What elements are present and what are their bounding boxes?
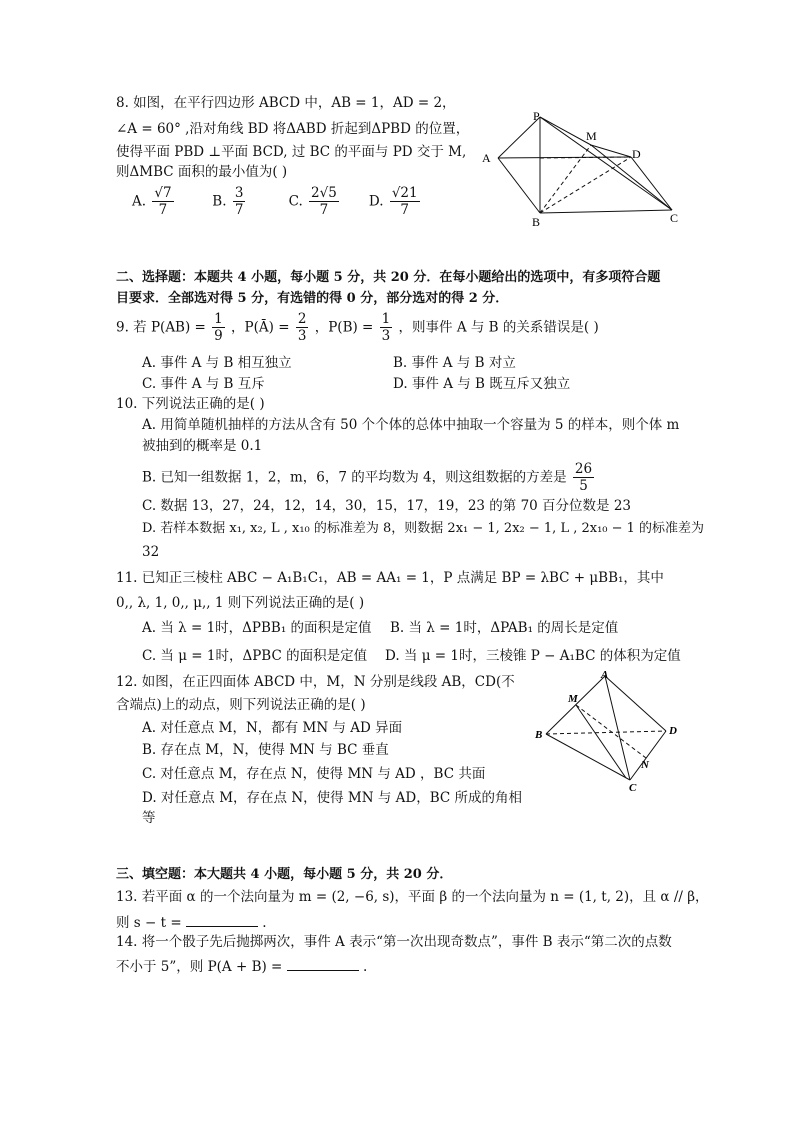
q8-fig-label-c: C [670,211,679,225]
q8-line3: 使得平面 PBD ⊥平面 BCD, 过 BC 的平面与 PD 交于 M, [116,144,467,160]
q14-answer-blank[interactable] [287,958,359,971]
q8-option-d-fraction: $\frac{√21}{7}$ [391,185,418,218]
q9-frac-1: $\frac{1}{9}$ [214,311,223,344]
q11-line1: 11. 已知正三棱柱 ABC − A₁B₁C₁，AB = AA₁ = 1，P 点满足 BP = λBC + μBB₁，其中 [116,570,664,586]
q9-option-a[interactable]: A. 事件 A 与 B 相互独立 [142,355,292,371]
q8-option-a-fraction: $\frac{√7}{7}$ [154,185,172,218]
q8-fig-label-d: D [632,147,641,161]
q12-fig-label-d: D [669,725,677,737]
q9-option-c[interactable]: C. 事件 A 与 B 互斥 [142,376,265,392]
q10-option-c[interactable]: C. 数据 13，27，24，12，14，30，15，17，19，23 的第 70 百分位数是 23 [142,498,632,514]
q12-option-d[interactable]: D. 对任意点 M，存在点 N，使得 MN 与 AD，BC 所成的角相 [142,790,523,806]
q10-stem: 10. 下列说法正确的是( ) [116,396,265,412]
q8-fig-label-b: B [532,215,541,229]
sec3-title: 三、填空题：本大题共 4 小题，每小题 5 分，共 20 分． [116,867,453,882]
q8-option-b[interactable]: B. $\frac{3}{7}$ [212,185,244,218]
q9-frac-2: $\frac{2}{3}$ [297,311,307,344]
q12-option-a[interactable]: A. 对任意点 M，N，都有 MN 与 AD 异面 [142,720,403,736]
q10-option-d-cont: 32 [142,544,160,560]
q10-option-b-fraction: $\frac{26}{5}$ [574,461,593,494]
q11-option-a[interactable]: A. 当 λ = 1时，ΔPBB₁ 的面积是定值 [142,620,372,636]
q14-line1: 14. 将一个骰子先后抛掷两次，事件 A 表示“第一次出现奇数点”，事件 B 表示“第二次的点数 [116,934,672,950]
q8-option-c-fraction: $\frac{2√5}{7}$ [311,185,337,218]
sec2-line1: 二、选择题：本题共 4 小题，每小题 5 分，共 20 分．在每小题给出的选项中，有多项符合题 [116,270,661,285]
q8-option-c[interactable]: C. $\frac{2√5}{7}$ [288,185,337,218]
q8-line2: ∠A = 60° ,沿对角线 BD 将ΔABD 折起到ΔPBD 的位置， [116,121,470,137]
q9-stem: 9. 若 P(AB) = $\frac{1}{9}$ ，P(Ā) = $\frac{2}{3}$ ，P(B) = $\frac{1}{3}$ ，则事件 A 与 B 的关系错误是( ) [116,311,599,344]
q12-option-c[interactable]: C. 对任意点 M，存在点 N，使得 MN 与 AD ，BC 共面 [142,766,486,782]
q10-option-b[interactable]: B. 已知一组数据 1，2，m，6，7 的平均数为 4，则这组数据的方差是 $\frac{26}{5}$ [142,461,593,494]
q12-option-b[interactable]: B. 存在点 M，N，使得 MN 与 BC 垂直 [142,742,389,758]
q12-fig-label-m: M [568,693,578,705]
q9-option-d[interactable]: D. 事件 A 与 B 既互斥又独立 [393,376,571,392]
q8-line1: 8. 如图，在平行四边形 ABCD 中，AB = 1，AD = 2， [116,95,456,111]
q12-figure [530,668,690,793]
q12-fig-label-a: A [601,669,609,681]
q11-option-d[interactable]: D. 当 μ = 1时，三棱锥 P − A₁BC 的体积为定值 [385,648,681,664]
q8-options [132,186,449,218]
q13-line2: 则 s − t = . [116,915,267,931]
q9-frac-3: $\frac{1}{3}$ [381,311,391,344]
q9-option-b[interactable]: B. 事件 A 与 B 对立 [393,355,516,371]
q12-line1: 12. 如图，在正四面体 ABCD 中，M，N 分别是线段 AB，CD(不 [116,674,515,690]
q8-option-a[interactable]: A. $\frac{√7}{7}$ [132,185,172,218]
q10-option-d[interactable]: D. 若样本数据 x₁, x₂, L , x₁₀ 的标准差为 8，则数据 2x₁ − 1, 2x₂ − 1, L , 2x₁₀ − 1 的标准差为 [142,521,705,536]
q12-line2: 含端点)上的动点，则下列说法正确的是( ) [116,697,366,713]
sec2-line2: 目要求．全部选对得 5 分，有选错的得 0 分，部分选对的得 2 分． [116,291,509,306]
q8-option-b-fraction: $\frac{3}{7}$ [234,185,244,218]
q8-fig-label-p: P [533,110,540,123]
q8-option-d[interactable]: D. $\frac{√21}{7}$ [368,185,418,218]
q8-fig-label-a: A [482,151,491,165]
q12-fig-label-c: C [629,782,637,793]
q13-answer-blank[interactable] [186,914,258,927]
q8-line4: 则ΔMBC 面积的最小值为( ) [116,164,288,180]
q11-option-b[interactable]: B. 当 λ = 1时，ΔPAB₁ 的周长是定值 [390,620,619,636]
q8-fig-label-m: M [586,129,597,143]
q10-option-a[interactable]: A. 用简单随机抽样的方法从含有 50 个个体的总体中抽取一个容量为 5 的样本，则个体 m [142,417,680,433]
q12-option-d-cont: 等 [142,810,156,826]
q12-fig-label-b: B [535,729,543,741]
q12-fig-label-n: N [641,759,649,771]
q13-line1: 13. 若平面 α 的一个法向量为 m = (2, −6, s)，平面 β 的一个法向量为 n = (1, t, 2)，且 α // β， [116,889,709,905]
q14-line2: 不小于 5”，则 P(A + B) = . [116,959,368,975]
q8-figure [478,110,688,230]
q10-option-a-cont: 被抽到的概率是 0.1 [142,438,263,454]
q11-line2: 0,, λ, 1, 0,, μ,, 1 则下列说法正确的是( ) [116,595,365,611]
q11-option-c[interactable]: C. 当 μ = 1时，ΔPBC 的面积是定值 [142,648,368,664]
